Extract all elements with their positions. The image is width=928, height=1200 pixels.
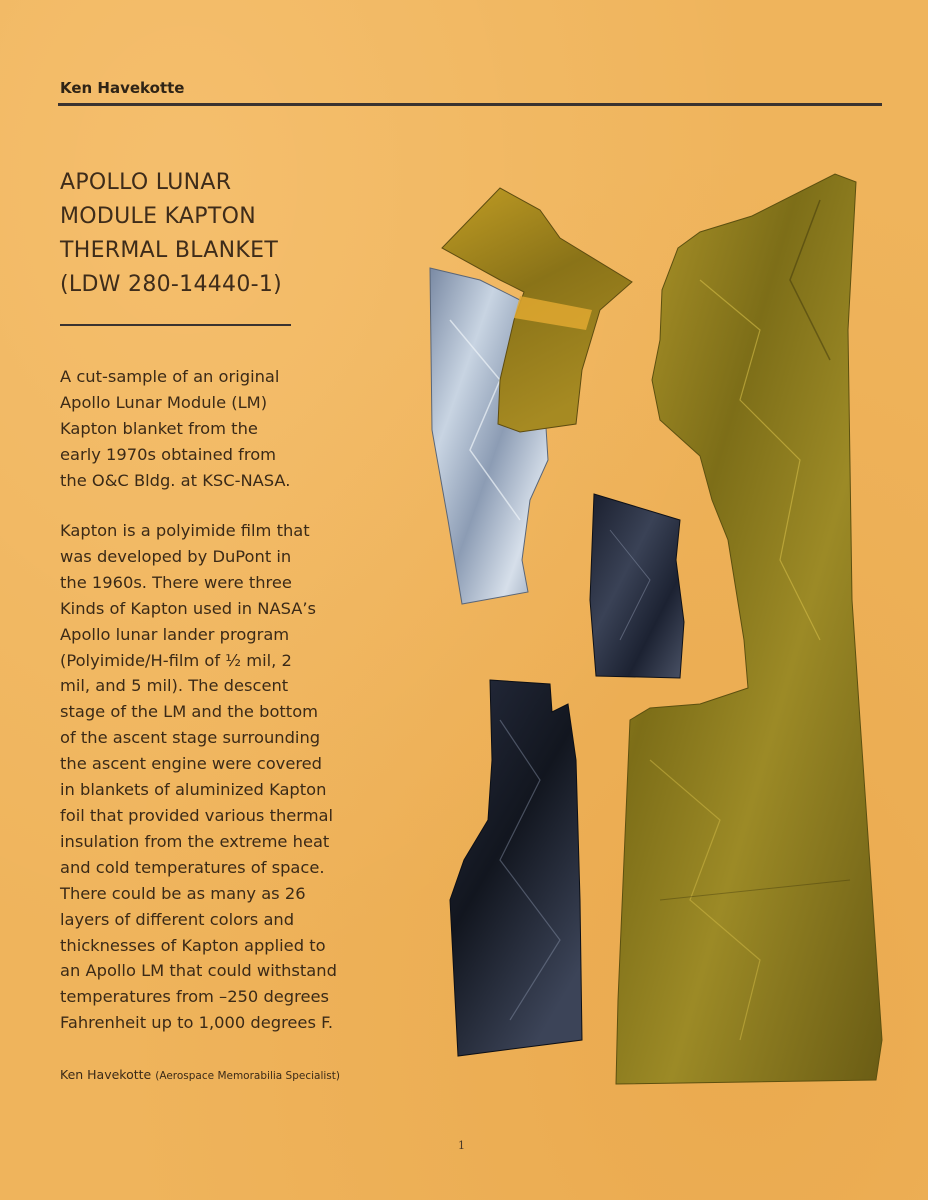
text-line: stage of the LM and the bottom	[60, 702, 319, 722]
title-line: (LDW 280-14440-1)	[60, 272, 283, 297]
text-line: mil, and 5 mil). The descent	[60, 676, 289, 696]
text-line: thicknesses of Kapton applied to	[60, 935, 326, 955]
dark-foil-large	[450, 680, 582, 1056]
page-number: 1	[458, 1139, 465, 1152]
text-line: temperatures from –250 degrees	[60, 987, 329, 1007]
text-line: an Apollo LM that could withstand	[60, 961, 337, 981]
text-line: and cold temperatures of space.	[60, 857, 325, 877]
title-line: MODULE KAPTON	[60, 204, 256, 229]
text-line: Fahrenheit up to 1,000 degrees F.	[60, 1013, 334, 1033]
text-line: foil that provided various thermal	[60, 805, 334, 825]
text-line: insulation from the extreme heat	[60, 831, 330, 851]
header-author: Ken Havekotte	[60, 79, 185, 97]
dark-foil-small	[590, 494, 684, 678]
text-line: There could be as many as 26	[60, 883, 306, 903]
text-line: A cut-sample of an original	[60, 367, 280, 386]
text-line: layers of different colors and	[60, 909, 295, 929]
text-line: early 1970s obtained from	[60, 444, 277, 464]
text-line: the O&C Bldg. at KSC-NASA.	[60, 470, 291, 490]
text-line: of the ascent stage surrounding	[60, 728, 321, 748]
text-line: Kapton is a polyimide film that	[60, 521, 310, 540]
text-line: Kapton blanket from the	[60, 418, 258, 438]
signature-name: Ken Havekotte	[60, 1067, 152, 1082]
text-line: Kinds of Kapton used in NASA’s	[60, 598, 317, 618]
text-line: (Polyimide/H-film of ½ mil, 2	[60, 650, 292, 670]
signature-role: (Aerospace Memorabilia Specialist)	[155, 1070, 340, 1082]
text-line: the 1960s. There were three	[60, 572, 292, 592]
title-line: APOLLO LUNAR	[60, 170, 232, 195]
text-line: Apollo Lunar Module (LM)	[60, 392, 268, 412]
text-line: the ascent engine were covered	[60, 754, 323, 774]
title-line: THERMAL BLANKET	[60, 238, 279, 263]
text-line: Apollo lunar lander program	[60, 624, 290, 644]
text-line: in blankets of aluminized Kapton	[60, 780, 327, 800]
text-line: was developed by DuPont in	[60, 546, 292, 566]
